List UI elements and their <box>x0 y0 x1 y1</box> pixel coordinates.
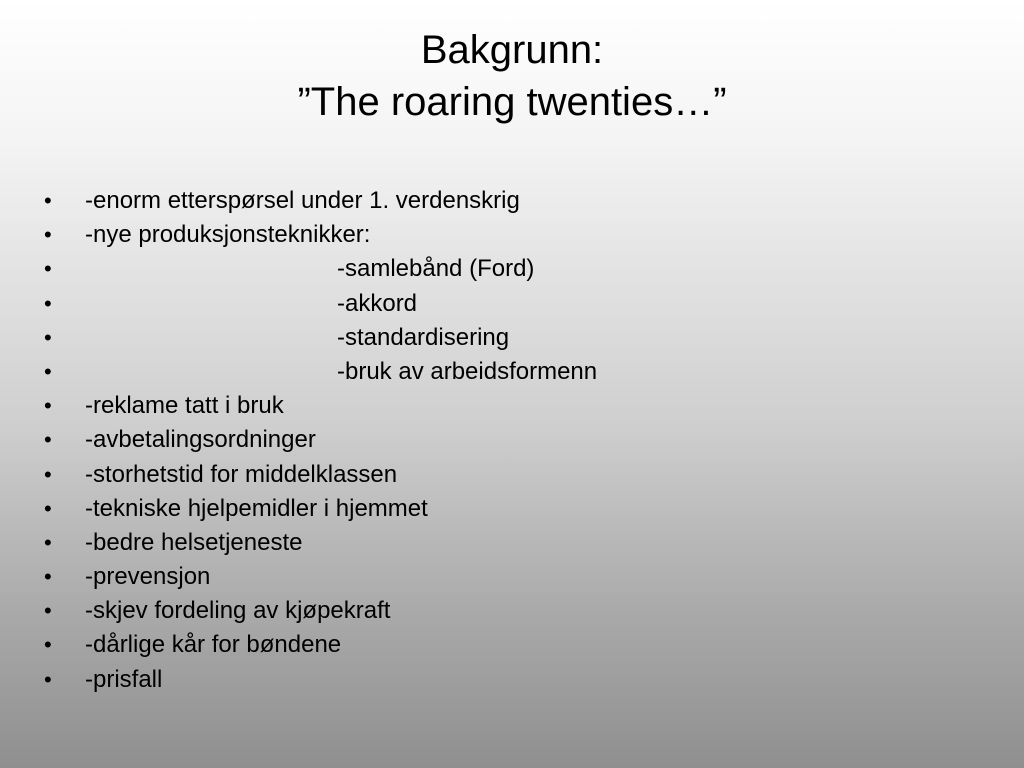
bullet-text: -tekniske hjelpemidler i hjemmet <box>85 494 428 522</box>
bullet-text: -storhetstid for middelklassen <box>85 460 398 488</box>
bullet-icon: • <box>44 632 52 658</box>
bullet-icon: • <box>44 461 52 487</box>
bullet-icon: • <box>44 188 52 213</box>
bullet-text: -skjev fordeling av kjøpekraft <box>85 597 391 625</box>
bullet-text: -enorm etterspørsel under 1. verdenskrig <box>85 187 520 214</box>
bullet-text: -bruk av arbeidsformenn <box>337 357 598 385</box>
bullet-item-indented <box>0 287 1024 321</box>
bullet-item-indented <box>0 321 1024 355</box>
bullet-item-indented <box>0 252 1024 286</box>
bullet-text: -bedre helsetjeneste <box>85 528 303 556</box>
bullet-item <box>0 184 1024 218</box>
bullet-item <box>0 526 1024 560</box>
bullet-icon: • <box>44 598 52 624</box>
bullet-list <box>0 184 1024 697</box>
bullet-item <box>0 218 1024 252</box>
bullet-item <box>0 594 1024 628</box>
bullet-icon: • <box>44 358 52 384</box>
bullet-item <box>0 423 1024 457</box>
bullet-icon: • <box>44 666 52 692</box>
bullet-text: -avbetalingsordninger <box>85 426 316 454</box>
bullet-text: -reklame tatt i bruk <box>85 392 284 420</box>
bullet-icon: • <box>44 256 52 282</box>
bullet-icon: • <box>44 427 52 453</box>
bullet-icon: • <box>44 529 52 555</box>
bullet-item <box>0 560 1024 594</box>
bullet-icon: • <box>44 222 52 248</box>
bullet-icon: • <box>44 324 52 350</box>
bullet-text: -dårlige kår for bøndene <box>85 631 342 659</box>
bullet-item <box>0 458 1024 492</box>
bullet-item <box>0 389 1024 423</box>
title-line-2: ”The roaring twenties…” <box>297 80 727 124</box>
bullet-icon: • <box>44 393 52 419</box>
bullet-item-indented <box>0 355 1024 389</box>
bullet-item <box>0 492 1024 526</box>
bullet-text: -nye produksjonsteknikker: <box>85 221 371 249</box>
bullet-icon: • <box>44 290 52 316</box>
title-line-1: Bakgrunn: <box>420 28 604 72</box>
bullet-text: -samlebånd (Ford) <box>337 255 535 283</box>
bullet-text: -prisfall <box>85 665 163 693</box>
bullet-text: -standardisering <box>337 323 510 351</box>
bullet-text: -akkord <box>337 289 418 317</box>
bullet-icon: • <box>44 564 52 590</box>
bullet-text: -prevensjon <box>85 563 211 591</box>
bullet-item <box>0 663 1024 697</box>
bullet-item <box>0 628 1024 662</box>
slide-title <box>0 24 1024 128</box>
bullet-icon: • <box>44 495 52 521</box>
